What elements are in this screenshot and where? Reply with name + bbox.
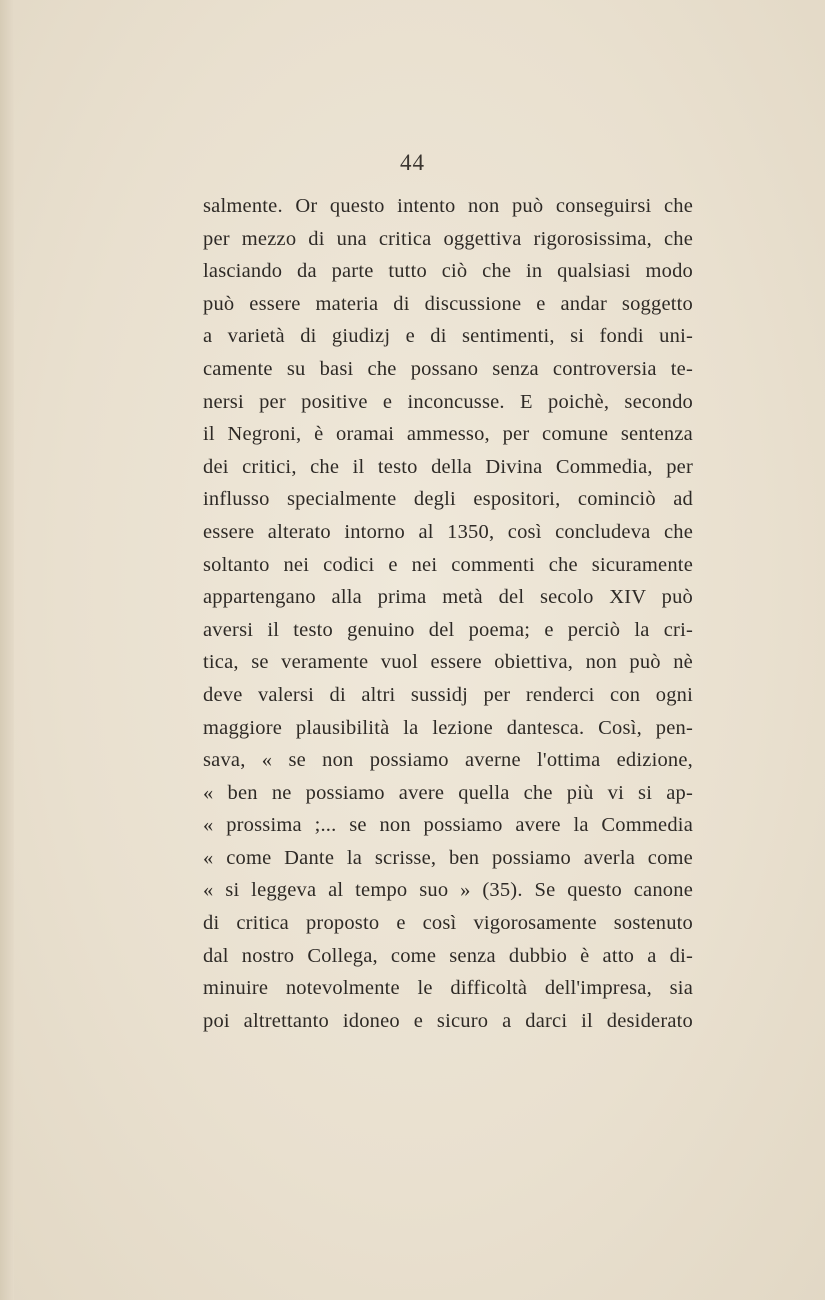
text-line: poi altrettanto idoneo e sicuro a darci il desiderato [203,1009,693,1032]
text-line: salmente. Or questo intento non può conseguirsi che [203,195,693,217]
text-line: « come Dante la scrisse, ben possiamo averla come [203,846,693,869]
text-line: sava, « se non possiamo averne l'ottima edizione, [203,749,693,772]
text-line: maggiore plausibilità la lezione dantesca. Così, pen- [203,716,693,739]
text-line: « ben ne possiamo avere quella che più vi si ap- [203,781,693,804]
text-line: tica, se veramente vuol essere obiettiva, non può nè [203,651,693,674]
text-line: soltanto nei codici e nei commenti che sicuramente [203,553,693,576]
text-line: camente su basi che possano senza controversia te- [203,357,693,380]
text-line: deve valersi di altri sussidj per renderci con ogni [203,683,693,706]
text-line: appartengano alla prima metà del secolo XIV può [203,586,693,609]
page-number: 44 [400,150,425,175]
text-line: aversi il testo genuino del poema; e perciò la cri- [203,618,693,641]
text-line: lasciando da parte tutto ciò che in qualsiasi modo [203,260,693,283]
text-line: « prossima ;... se non possiamo avere la Commedia [203,814,693,837]
text-line: per mezzo di una critica oggettiva rigorosissima, che [203,227,693,250]
text-line: minuire notevolmente le difficoltà dell'impresa, sia [203,977,693,1000]
text-line: « si leggeva al tempo suo » (35). Se questo canone [203,879,693,902]
text-line: può essere materia di discussione e andar soggetto [203,292,693,315]
text-line: a varietà di giudizj e di sentimenti, si fondi uni- [203,325,693,348]
text-line: nersi per positive e inconcusse. E poichè, secondo [203,390,693,413]
text-line: dei critici, che il testo della Divina Commedia, per [203,455,693,478]
page-edge [0,0,14,1300]
text-line: influsso specialmente degli espositori, cominciò ad [203,488,693,511]
body-text [203,190,693,1037]
text-line: di critica proposto e così vigorosamente sostenuto [203,912,693,935]
text-line: il Negroni, è oramai ammesso, per comune sentenza [203,423,693,446]
text-line: essere alterato intorno al 1350, così concludeva che [203,520,693,543]
text-line: dal nostro Collega, come senza dubbio è atto a di- [203,944,693,967]
